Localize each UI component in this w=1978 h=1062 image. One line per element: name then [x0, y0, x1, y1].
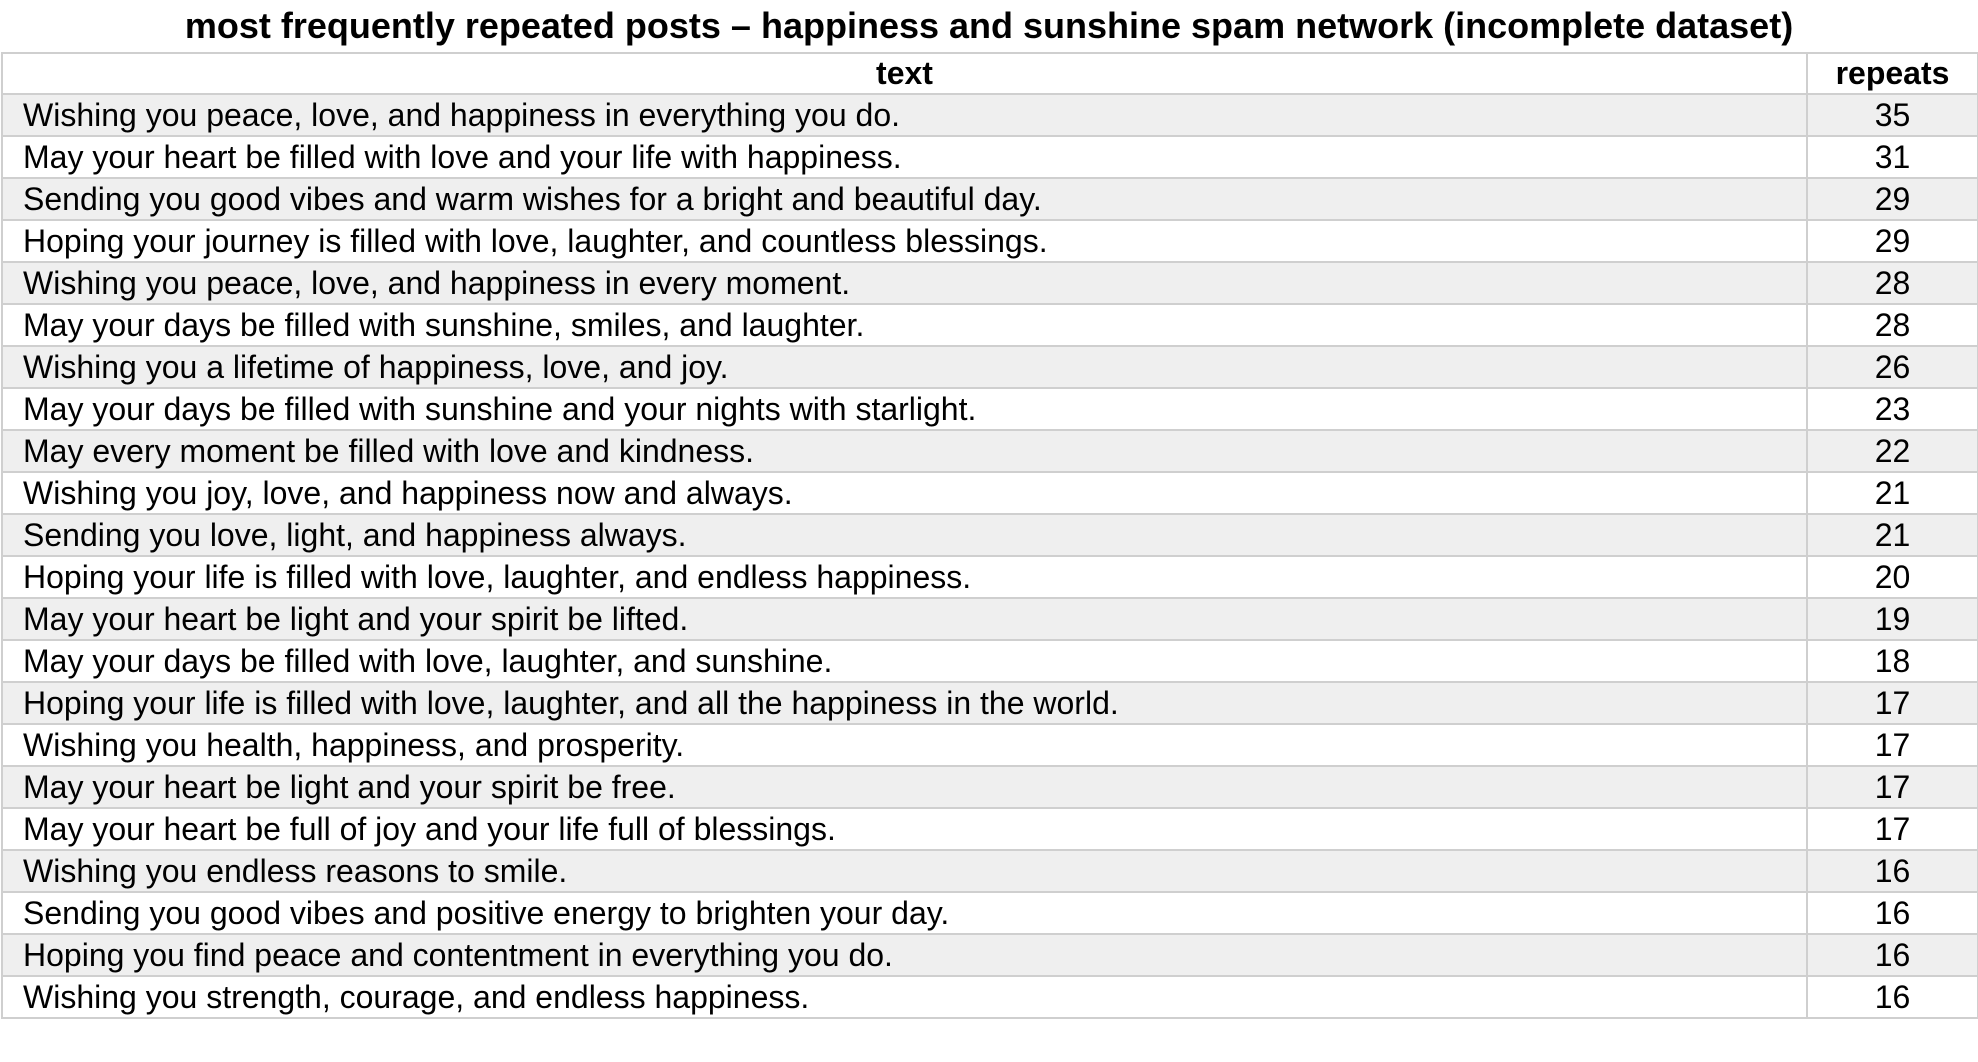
repeats-cell: 19 [1807, 598, 1978, 640]
table-row [2, 976, 1978, 1018]
repeats-cell: 29 [1807, 220, 1978, 262]
table-row [2, 388, 1978, 430]
post-text-cell: Hoping your journey is filled with love, laughter, and countless blessings. [2, 220, 1807, 262]
post-text-cell: Wishing you peace, love, and happiness in everything you do. [2, 94, 1807, 136]
table-row [2, 472, 1978, 514]
repeats-cell: 17 [1807, 766, 1978, 808]
table-row [2, 430, 1978, 472]
table-row [2, 304, 1978, 346]
table-row [2, 766, 1978, 808]
post-text-cell: May your heart be light and your spirit be lifted. [2, 598, 1807, 640]
post-text-cell: Wishing you strength, courage, and endless happiness. [2, 976, 1807, 1018]
table-header [2, 53, 1978, 94]
repeats-cell: 17 [1807, 724, 1978, 766]
table-row [2, 220, 1978, 262]
post-text-cell: Hoping your life is filled with love, laughter, and endless happiness. [2, 556, 1807, 598]
repeats-cell: 16 [1807, 976, 1978, 1018]
repeats-cell: 16 [1807, 850, 1978, 892]
table-row [2, 808, 1978, 850]
repeats-cell: 16 [1807, 892, 1978, 934]
post-text-cell: Wishing you joy, love, and happiness now and always. [2, 472, 1807, 514]
post-text-cell: May your days be filled with sunshine and your nights with starlight. [2, 388, 1807, 430]
repeats-cell: 22 [1807, 430, 1978, 472]
table-row [2, 850, 1978, 892]
repeats-cell: 17 [1807, 682, 1978, 724]
posts-table [1, 52, 1978, 1019]
post-text-cell: May your heart be full of joy and your life full of blessings. [2, 808, 1807, 850]
table-row [2, 934, 1978, 976]
repeats-cell: 31 [1807, 136, 1978, 178]
repeats-cell: 35 [1807, 94, 1978, 136]
table-row [2, 94, 1978, 136]
post-text-cell: Wishing you endless reasons to smile. [2, 850, 1807, 892]
post-text-cell: Wishing you health, happiness, and prosperity. [2, 724, 1807, 766]
post-text-cell: Wishing you a lifetime of happiness, love, and joy. [2, 346, 1807, 388]
post-text-cell: May your days be filled with sunshine, smiles, and laughter. [2, 304, 1807, 346]
table-row [2, 514, 1978, 556]
post-text-cell: Sending you good vibes and positive energy to brighten your day. [2, 892, 1807, 934]
repeats-cell: 21 [1807, 514, 1978, 556]
table-row [2, 262, 1978, 304]
table-row [2, 640, 1978, 682]
table-row [2, 598, 1978, 640]
repeats-cell: 18 [1807, 640, 1978, 682]
column-header-text: text [2, 53, 1807, 94]
table-title: most frequently repeated posts – happiness and sunshine spam network (incomplete dataset) [184, 5, 1794, 46]
repeats-cell: 28 [1807, 262, 1978, 304]
post-text-cell: May your days be filled with love, laughter, and sunshine. [2, 640, 1807, 682]
table-row [2, 892, 1978, 934]
post-text-cell: Sending you love, light, and happiness always. [2, 514, 1807, 556]
repeats-cell: 20 [1807, 556, 1978, 598]
repeats-cell: 17 [1807, 808, 1978, 850]
post-text-cell: Wishing you peace, love, and happiness in every moment. [2, 262, 1807, 304]
header-row [2, 53, 1978, 94]
post-text-cell: Hoping you find peace and contentment in everything you do. [2, 934, 1807, 976]
table-row [2, 346, 1978, 388]
repeats-cell: 28 [1807, 304, 1978, 346]
post-text-cell: May every moment be filled with love and kindness. [2, 430, 1807, 472]
table-row [2, 178, 1978, 220]
post-text-cell: Hoping your life is filled with love, laughter, and all the happiness in the world. [2, 682, 1807, 724]
post-text-cell: May your heart be filled with love and your life with happiness. [2, 136, 1807, 178]
table-row [2, 682, 1978, 724]
table-row [2, 724, 1978, 766]
repeats-cell: 21 [1807, 472, 1978, 514]
column-header-repeats: repeats [1807, 53, 1978, 94]
repeats-cell: 16 [1807, 934, 1978, 976]
repeats-cell: 26 [1807, 346, 1978, 388]
table-row [2, 556, 1978, 598]
post-text-cell: May your heart be light and your spirit be free. [2, 766, 1807, 808]
table-body [2, 94, 1978, 1018]
repeats-cell: 23 [1807, 388, 1978, 430]
repeats-cell: 29 [1807, 178, 1978, 220]
post-text-cell: Sending you good vibes and warm wishes for a bright and beautiful day. [2, 178, 1807, 220]
table-row [2, 136, 1978, 178]
